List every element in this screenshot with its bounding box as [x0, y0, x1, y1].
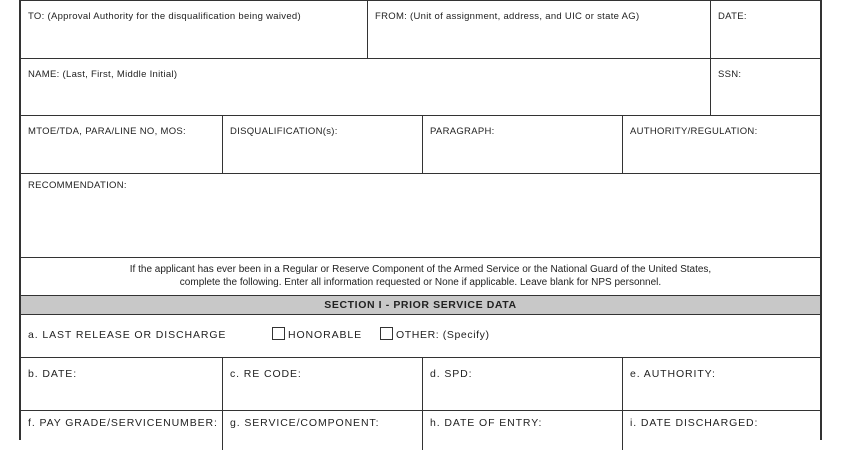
row-mtoe — [21, 115, 820, 173]
honorable-checkbox[interactable] — [272, 327, 285, 340]
re-code-label: c. RE CODE: — [230, 368, 302, 380]
mtoe-label: MTOE/TDA, PARA/LINE NO, MOS: — [28, 126, 186, 137]
instructions-line-2: complete the following. Enter all information requested or None if applicable. Leave blank for NPS personnel. — [179, 277, 662, 288]
release-label: a. LAST RELEASE OR DISCHARGE — [28, 329, 227, 341]
date-discharged-label: i. DATE DISCHARGED: — [630, 417, 759, 429]
spd-label: d. SPD: — [430, 368, 473, 380]
name-label: NAME: (Last, First, Middle Initial) — [28, 69, 178, 80]
from-field[interactable] — [368, 1, 711, 58]
to-label: TO: (Approval Authority for the disqualification being waived) — [28, 11, 301, 22]
discharge-date-field[interactable] — [21, 358, 223, 410]
discharge-authority-label: e. AUTHORITY: — [630, 368, 716, 380]
ssn-field[interactable] — [711, 59, 820, 115]
authority-regulation-field[interactable] — [623, 116, 820, 173]
row-name-ssn — [21, 58, 820, 115]
disqualification-label: DISQUALIFICATION(s): — [230, 126, 338, 137]
mtoe-field[interactable] — [21, 116, 223, 173]
release-row — [21, 315, 820, 357]
row-to-from-date — [21, 0, 820, 58]
date-field[interactable] — [711, 1, 820, 58]
from-label: FROM: (Unit of assignment, address, and UIC or state AG) — [375, 11, 640, 22]
re-code-field[interactable] — [223, 358, 423, 410]
date-of-entry-label: h. DATE OF ENTRY: — [430, 417, 543, 429]
section-header — [21, 295, 820, 315]
row-date-recode — [21, 357, 820, 410]
paragraph-label: PARAGRAPH: — [430, 126, 495, 137]
service-component-field[interactable] — [223, 411, 423, 450]
disqualification-field[interactable] — [223, 116, 423, 173]
honorable-label: HONORABLE — [288, 329, 363, 341]
other-checkbox[interactable] — [380, 327, 393, 340]
discharge-date-label: b. DATE: — [28, 368, 78, 380]
spd-field[interactable] — [423, 358, 623, 410]
service-component-label: g. SERVICE/COMPONENT: — [230, 417, 380, 429]
recommendation-label: RECOMMENDATION: — [28, 180, 127, 191]
date-of-entry-field[interactable] — [423, 411, 623, 450]
authority-regulation-label: AUTHORITY/REGULATION: — [630, 126, 758, 137]
section-title: SECTION I - PRIOR SERVICE DATA — [324, 299, 517, 311]
pay-grade-field[interactable] — [21, 411, 223, 450]
to-field[interactable] — [21, 1, 368, 58]
date-discharged-field[interactable] — [623, 411, 820, 450]
name-field[interactable] — [21, 59, 711, 115]
instructions-text — [21, 263, 820, 289]
ssn-label: SSN: — [718, 69, 742, 80]
recommendation-field[interactable] — [21, 173, 820, 257]
pay-grade-label: f. PAY GRADE/SERVICENUMBER: — [28, 417, 218, 429]
row-pay-grade — [21, 410, 820, 450]
instructions-row — [21, 257, 820, 295]
instructions-line-1: If the applicant has ever been in a Regular or Reserve Component of the Armed Service or the National Guard of the United States, — [129, 264, 712, 275]
waiver-form — [19, 0, 822, 440]
discharge-authority-field[interactable] — [623, 358, 820, 410]
date-label: DATE: — [718, 11, 747, 22]
other-label: OTHER: (Specify) — [396, 329, 490, 341]
paragraph-field[interactable] — [423, 116, 623, 173]
